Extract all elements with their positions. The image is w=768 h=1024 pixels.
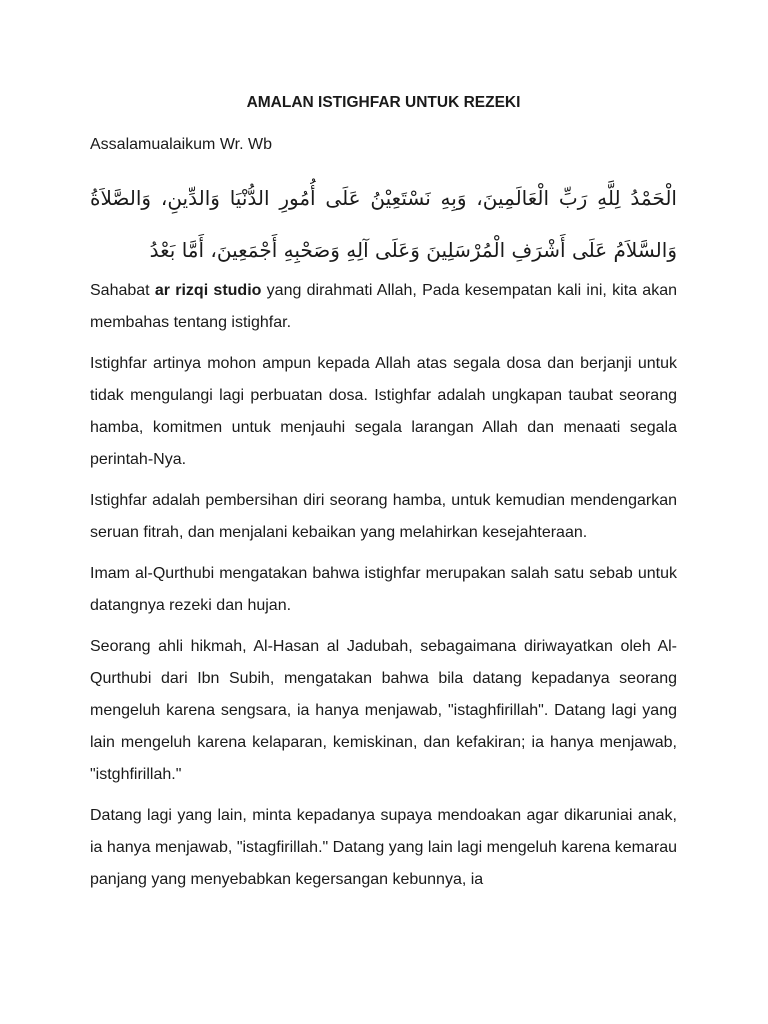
paragraph-continued-story: Datang lagi yang lain, minta kepadanya supaya mendoakan agar dikaruniai anak, ia hanya menjawab, "istagfirillah." Datang yang lain lagi mengeluh karena kemarau panjang yang menyebabkan kegersangan kebunnya, ia — [90, 807, 677, 888]
arabic-opening-text: الْحَمْدُ لِلَّهِ رَبِّ الْعَالَمِينَ، وَبِهِ نَسْتَعِيْنُ عَلَى أُمُورِ الدُّنْيَا وَالدِّينِ، وَالصَّلاَةُ وَالسَّلاَمُ عَلَى أَشْرَفِ الْمُرْسَلِينَ وَعَلَى آلِهِ وَصَحْبِهِ أَجْمَعِينَ، أَمَّا بَعْدُ — [90, 186, 677, 262]
paragraph-definition: Istighfar artinya mohon ampun kepada Allah atas segala dosa dan berjanji untuk tidak mengulangi lagi perbuatan dosa. Istighfar adalah ungkapan taubat seorang hamba, komitmen untuk menjauhi segala larangan Allah dan menaati segala perintah-Nya. — [90, 355, 677, 468]
greeting-text: Assalamualaikum Wr. Wb — [90, 136, 272, 153]
paragraph-purification: Istighfar adalah pembersihan diri seorang hamba, untuk kemudian mendengarkan seruan fitrah, dan menjalani kebaikan yang melahirkan kesejahteraan. — [90, 492, 677, 541]
site-name: ar rizqi studio — [154, 282, 262, 299]
paragraph-hasan-story: Seorang ahli hikmah, Al-Hasan al Jadubah, sebagaimana diriwayatkan oleh Al-Qurthubi dari Ibn Subih, mengatakan bahwa bila datang kepadanya seorang mengeluh karena sengsara, ia hanya menjawab, "istaghfirillah". Datang lagi yang lain mengeluh karena kelaparan, kemiskinan, dan kefakiran; ia hanya menjawab, "istghfirillah." — [90, 638, 677, 783]
paragraph-intro — [90, 275, 677, 339]
paragraph-qurthubi: Imam al-Qurthubi mengatakan bahwa istighfar merupakan salah satu sebab untuk datangnya rezeki dan hujan. — [90, 565, 677, 614]
paragraph-intro-start: Sahabat — [90, 282, 155, 299]
paragraph-intro-end: yang dirahmati Allah, Pada kesempatan kali ini, kita akan membahas tentang istighfar. — [90, 282, 677, 331]
document-title: AMALAN ISTIGHFAR UNTUK REZEKI — [246, 94, 521, 111]
body-text — [90, 275, 677, 905]
